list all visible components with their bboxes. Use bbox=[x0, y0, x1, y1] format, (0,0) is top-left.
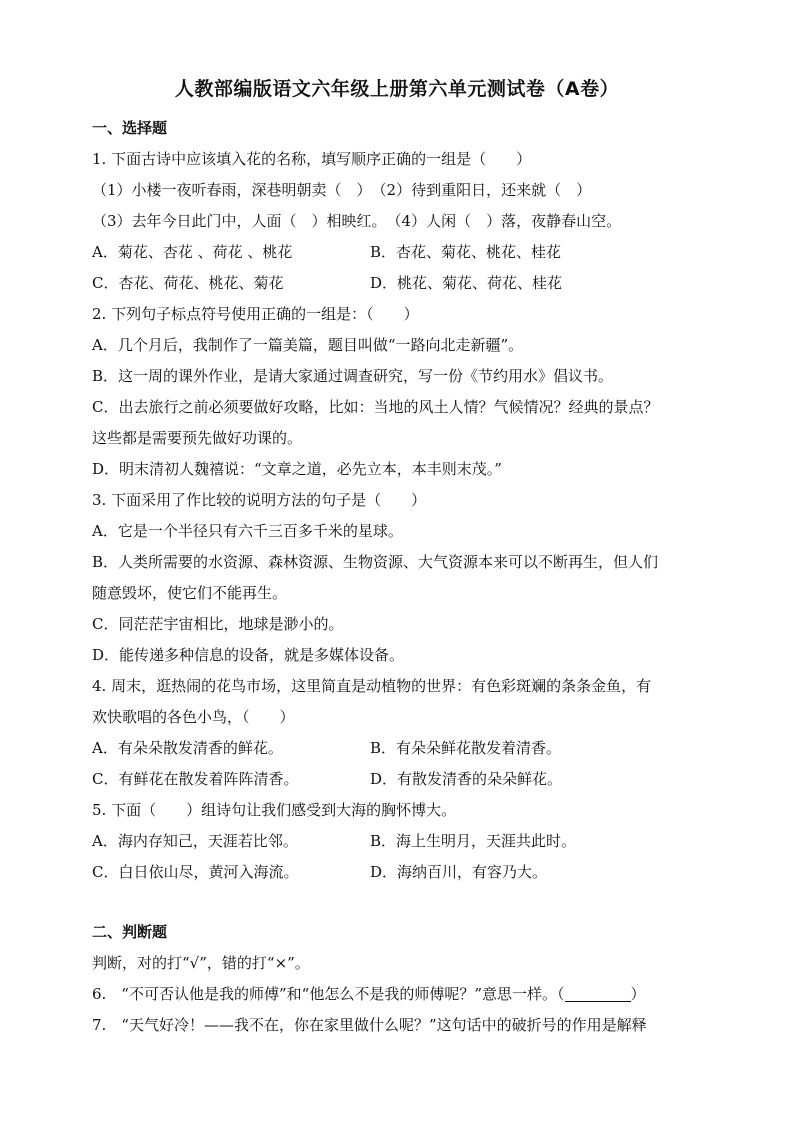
question-6-text: 6. “不可否认他是我的师傅”和“他怎么不是我的师傅呢？”意思一样。（ bbox=[92, 985, 565, 1003]
question-6-close-paren: ） bbox=[630, 985, 646, 1003]
question-5-options-row-1 bbox=[92, 826, 712, 857]
section-heading-choice: 一、选择题 bbox=[92, 119, 168, 137]
question-2-option-c-line-2: 这些都是需要预先做好功课的。 bbox=[92, 429, 303, 447]
option-c: C．有鲜花在散发着阵阵清香。 bbox=[92, 770, 299, 788]
question-7: 7. “天气好冷！——我不在，你在家里做什么呢？”这句话中的破折号的作用是解释 bbox=[92, 1016, 647, 1034]
question-1-stem: 1. 下面古诗中应该填入花的名称，填写顺序正确的一组是（ ） bbox=[92, 150, 532, 168]
question-3-stem: 3. 下面采用了作比较的说明方法的句子是（ ） bbox=[92, 491, 427, 509]
answer-blank[interactable] bbox=[565, 983, 631, 1002]
option-d: D．桃花、菊花、荷花、桂花 bbox=[370, 274, 563, 292]
question-4-options-row-1 bbox=[92, 733, 712, 764]
question-3-option-a: A．它是一个半径只有六千三百多千米的星球。 bbox=[92, 522, 403, 540]
question-3-option-b-line-2: 随意毁坏，使它们不能再生。 bbox=[92, 584, 288, 602]
question-3-option-c: C．同茫茫宇宙相比，地球是渺小的。 bbox=[92, 615, 344, 633]
question-4-stem-line-2: 欢快歌唱的各色小鸟，（ ） bbox=[92, 708, 295, 726]
question-1-poem-line-1: （1）小楼一夜听春雨，深巷明朝卖（ ） （2）待到重阳日，还来就（ ） bbox=[92, 181, 592, 199]
question-1-poem-line-2: （3）去年今日此门中，人面（ ）相映红。 （4）人闲（ ）落，夜静春山空。 bbox=[92, 212, 622, 230]
option-c: C．白日依山尽，黄河入海流。 bbox=[92, 863, 299, 881]
option-b: B．杏花、菊花、桃花、桂花 bbox=[370, 243, 562, 261]
question-5-options-row-2 bbox=[92, 857, 712, 888]
question-3-option-b-line-1: B．人类所需要的水资源、森林资源、生物资源、大气资源本来可以不断再生，但人们 bbox=[92, 553, 659, 571]
option-a: A．有朵朵散发清香的鲜花。 bbox=[92, 739, 283, 757]
section-heading-judgement: 二、判断题 bbox=[92, 923, 168, 941]
question-1-options-row-2 bbox=[92, 268, 712, 299]
question-3-option-d: D．能传递多种信息的设备，就是多媒体设备。 bbox=[92, 646, 405, 664]
question-6 bbox=[92, 979, 712, 1010]
option-d: D．有散发清香的朵朵鲜花。 bbox=[370, 770, 563, 788]
judgement-instruction: 判断，对的打“√”，错的打“×”。 bbox=[92, 954, 310, 972]
option-a: A．海内存知己，天涯若比邻。 bbox=[92, 832, 298, 850]
page-title: 人教部编版语文六年级上册第六单元测试卷（A卷） bbox=[174, 78, 620, 100]
question-5-stem: 5. 下面（ ）组诗句让我们感受到大海的胸怀博大。 bbox=[92, 801, 457, 819]
question-4-stem-line-1: 4. 周末，逛热闹的花鸟市场，这里简直是动植物的世界：有色彩斑斓的条条金鱼，有 bbox=[92, 677, 652, 695]
question-2-option-b: B．这一周的课外作业，是请大家通过调查研究，写一份《节约用水》倡议书。 bbox=[92, 367, 614, 385]
question-2-option-c-line-1: C．出去旅行之前必须要做好攻略，比如：当地的风土人情？气候情况？经典的景点？ bbox=[92, 398, 659, 416]
question-2-option-d: D．明末清初人魏禧说：“文章之道，必先立本，本丰则末茂。” bbox=[92, 460, 502, 478]
option-c: C．杏花、荷花、桃花、菊花 bbox=[92, 274, 284, 292]
option-b: B．海上生明月，天涯共此时。 bbox=[370, 832, 577, 850]
question-1-options-row-1 bbox=[92, 237, 712, 268]
question-2-option-a: A．几个月后，我制作了一篇美篇，题目叫做“一路向北走新疆”。 bbox=[92, 336, 524, 354]
option-a: A．菊花、杏花 、荷花 、桃花 bbox=[92, 243, 293, 261]
question-4-options-row-2 bbox=[92, 764, 712, 795]
option-b: B．有朵朵鲜花散发着清香。 bbox=[370, 739, 562, 757]
question-2-stem: 2. 下列句子标点符号使用正确的一组是：（ ） bbox=[92, 305, 419, 323]
option-d: D．海纳百川，有容乃大。 bbox=[370, 863, 548, 881]
